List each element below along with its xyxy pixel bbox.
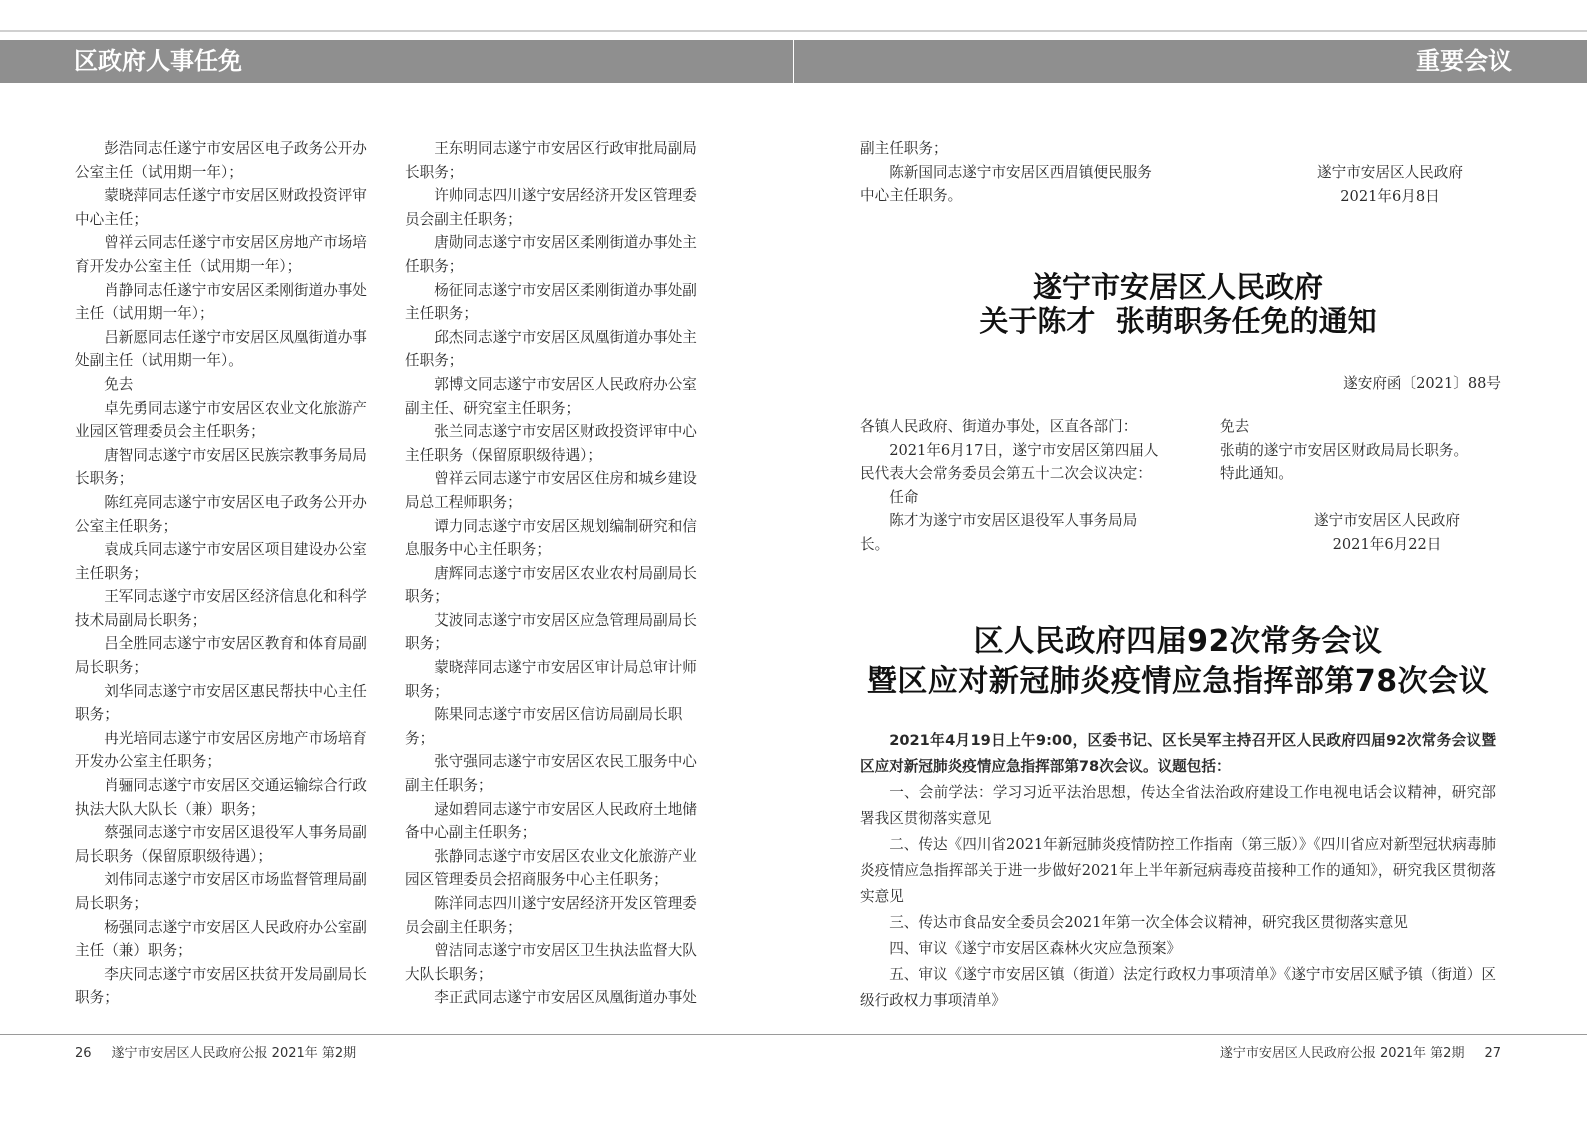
- appointment-paragraph: 陈果同志遂宁市安居区信访局副局长职务；: [405, 706, 683, 747]
- appointment-paragraph: 陈新国同志遂宁市安居区西眉镇便民服务中心主任职务。: [860, 163, 1152, 205]
- appointment-paragraph: 刘伟同志遂宁市安居区市场监督管理局副局长职务；: [75, 871, 367, 912]
- notice-body-left: [860, 415, 1166, 557]
- appointment-paragraph: 陈洋同志四川遂宁安居经济开发区管理委员会副主任职务；: [405, 895, 697, 936]
- meeting-body: [860, 728, 1496, 1014]
- appointment-paragraph: 谭力同志遂宁市安居区规划编制研究和信息服务中心主任职务；: [405, 517, 697, 559]
- signature-date: 2021年6月22日: [1332, 535, 1442, 553]
- bottom-rule: [0, 1034, 1587, 1035]
- appointment-paragraph: 肖骊同志遂宁市安居区交通运输综合行政执法大队大队长（兼）职务；: [75, 777, 367, 818]
- appointment-paragraph: 李庆同志遂宁市安居区扶贫开发局副局长职务；: [75, 965, 367, 1007]
- appointment-paragraph: 唐勋同志遂宁市安居区柔刚街道办事处主任职务；: [405, 234, 697, 275]
- appointment-paragraph: 蒙晓萍同志遂宁市安居区审计局总审计师职务；: [405, 659, 697, 700]
- appointment-paragraph: 蔡强同志遂宁市安居区退役军人事务局副局长职务（保留原职级待遇）；: [75, 824, 367, 865]
- agenda-item: 四、审议《遂宁市安居区森林火灾应急预案》: [889, 940, 1182, 957]
- appointment-paragraph: 卓先勇同志遂宁市安居区农业文化旅游产业园区管理委员会主任职务；: [75, 399, 367, 441]
- appointment-paragraph: 副主任职务；: [860, 140, 948, 157]
- page-number-right: 27: [1484, 1046, 1501, 1061]
- appointment-paragraph: 冉光培同志遂宁市安居区房地产市场培育开发办公室主任职务；: [75, 729, 367, 771]
- appointment-paragraph: 郭博文同志遂宁市安居区人民政府办公室副主任、研究室主任职务；: [405, 375, 697, 417]
- notice-paragraph: 特此通知。: [1220, 465, 1293, 483]
- appointment-paragraph: 许帅同志四川遂宁安居经济开发区管理委员会副主任职务；: [405, 187, 697, 228]
- notice-paragraph: 2021年6月17日，遂宁市安居区第四届人民代表大会常务委员会第五十二次会议决定：: [860, 441, 1159, 483]
- meeting-agenda-list: [860, 780, 1496, 1014]
- notice-body-right: [1220, 415, 1496, 486]
- appointment-paragraph: 张静同志遂宁市安居区农业文化旅游产业园区管理委员会招商服务中心主任职务；: [405, 847, 697, 889]
- appointment-paragraph: 艾波同志遂宁市安居区应急管理局副局长职务；: [405, 611, 697, 653]
- notice-title-line-2: 关于陈才 张萌职务任免的通知: [979, 304, 1377, 338]
- agenda-item: 五、审议《遂宁市安居区镇（街道）法定行政权力事项清单》《遂宁市安居区赋予镇（街道）区级行政权力事项清单》: [860, 966, 1496, 1009]
- appointments-column-2: [405, 137, 711, 1010]
- appointment-paragraph: 李正武同志遂宁市安居区凤凰街道办事处: [434, 989, 697, 1007]
- right-top-text: [860, 137, 1166, 208]
- document-number: 遂安府函〔2021〕88号: [1343, 375, 1501, 392]
- appointment-paragraph: 曾祥云同志遂宁市安居区住房和城乡建设局总工程师职务；: [405, 470, 697, 511]
- appointment-paragraph: 曾祥云同志任遂宁市安居区房地产市场培育开发办公室主任（试用期一年）；: [75, 234, 367, 275]
- footer-left: [75, 1042, 356, 1061]
- appointment-paragraph: 邱杰同志遂宁市安居区凤凰街道办事处主任职务；: [405, 328, 697, 370]
- agenda-item: 三、传达市食品安全委员会2021年第一次全体会议精神，研究我区贯彻落实意见: [889, 914, 1408, 931]
- appointment-paragraph: 曾洁同志遂宁市安居区卫生执法监督大队大队长职务；: [405, 942, 697, 983]
- appointment-paragraph: 唐辉同志遂宁市安居区农业农村局副局长职务；: [405, 564, 697, 606]
- agenda-item: 一、会前学法：学习习近平法治思想，传达全省法治政府建设工作电视电话会议精神，研究部署我区贯彻落实意见: [860, 784, 1496, 827]
- meeting-lead: 2021年4月19日上午9:00，区委书记、区长吴军主持召开区人民政府四届92次常务会议暨区应对新冠肺炎疫情应急指挥部第78次会议。议题包括：: [860, 732, 1496, 775]
- page-number-left: 26: [75, 1046, 92, 1061]
- appointment-paragraph: 免去: [104, 375, 134, 393]
- meeting-title-line-2: 暨区应对新冠肺炎疫情应急指挥部第78次会议: [866, 664, 1490, 699]
- notice-paragraph: 张萌的遂宁市安居区财政局局长职务。: [1220, 441, 1469, 459]
- appointment-paragraph: 吕新愿同志任遂宁市安居区凤凰街道办事处副主任（试用期一年）。: [75, 328, 367, 370]
- notice-paragraph: 任命: [889, 488, 919, 506]
- notice-title: [860, 270, 1496, 338]
- appointment-paragraph: 张兰同志遂宁市安居区财政投资评审中心主任职务（保留原职级待遇）；: [405, 423, 697, 464]
- signature-date: 2021年6月8日: [1340, 187, 1440, 205]
- footer-right: [1220, 1042, 1501, 1061]
- agenda-item: 二、传达《四川省2021年新冠肺炎疫情防控工作指南（第三版）》《四川省应对新型冠状病毒肺炎疫情应急指挥部关于进一步做好2021年上半年新冠病毒疫苗接种工作的通知》，研究我区贯彻落实意见: [860, 836, 1496, 905]
- appointment-paragraph: 蒙晓萍同志任遂宁市安居区财政投资评审中心主任；: [75, 187, 367, 228]
- meeting-title-line-1: 区人民政府四届92次常务会议: [973, 624, 1383, 659]
- appointment-paragraph: 王东明同志遂宁市安居区行政审批局副局长职务；: [405, 140, 697, 181]
- appointment-paragraph: 杨征同志遂宁市安居区柔刚街道办事处副主任职务；: [405, 281, 697, 323]
- meeting-title: [860, 622, 1496, 702]
- appointment-paragraph: 刘华同志遂宁市安居区惠民帮扶中心主任职务；: [75, 682, 367, 724]
- appointments-column-1: [75, 137, 381, 1010]
- appointment-paragraph: 逯如碧同志遂宁市安居区人民政府土地储备中心副主任职务；: [405, 800, 697, 842]
- appointment-paragraph: 杨强同志遂宁市安居区人民政府办公室副主任（兼）职务；: [75, 918, 367, 960]
- appointment-paragraph: 肖静同志任遂宁市安居区柔刚街道办事处主任（试用期一年）；: [75, 281, 367, 323]
- top-rule: [0, 30, 1587, 32]
- appointment-paragraph: 吕全胜同志遂宁市安居区教育和体育局副局长职务；: [75, 635, 367, 677]
- appointment-paragraph: 王军同志遂宁市安居区经济信息化和科学技术局副局长职务；: [75, 588, 367, 629]
- signature-org: 遂宁市安居区人民政府: [1314, 512, 1460, 529]
- appointment-paragraph: 袁成兵同志遂宁市安居区项目建设办公室主任职务；: [75, 541, 367, 582]
- section-header-right: 重要会议: [794, 40, 1587, 83]
- section-header-left: 区政府人事任免: [0, 40, 793, 83]
- signature-org: 遂宁市安居区人民政府: [1317, 164, 1463, 181]
- appointment-paragraph: 陈红亮同志遂宁市安居区电子政务公开办公室主任职务；: [75, 493, 367, 535]
- notice-title-line-1: 遂宁市安居区人民政府: [1032, 270, 1323, 304]
- appointment-paragraph: 张守强同志遂宁市安居区农民工服务中心副主任职务；: [405, 753, 697, 795]
- notice-paragraph: 各镇人民政府、街道办事处，区直各部门：: [860, 418, 1138, 435]
- signature-block-1: [1300, 161, 1480, 208]
- footer-publication-right: 遂宁市安居区人民政府公报 2021年 第2期: [1219, 1046, 1465, 1061]
- signature-block-2: [1297, 509, 1477, 556]
- notice-paragraph: 免去: [1220, 418, 1250, 435]
- notice-paragraph: 陈才为遂宁市安居区退役军人事务局局长。: [860, 512, 1138, 553]
- appointment-paragraph: 彭浩同志任遂宁市安居区电子政务公开办公室主任（试用期一年）；: [75, 140, 367, 181]
- appointment-paragraph: 唐智同志遂宁市安居区民族宗教事务局局长职务；: [75, 446, 367, 488]
- footer-publication-left: 遂宁市安居区人民政府公报 2021年 第2期: [111, 1046, 357, 1061]
